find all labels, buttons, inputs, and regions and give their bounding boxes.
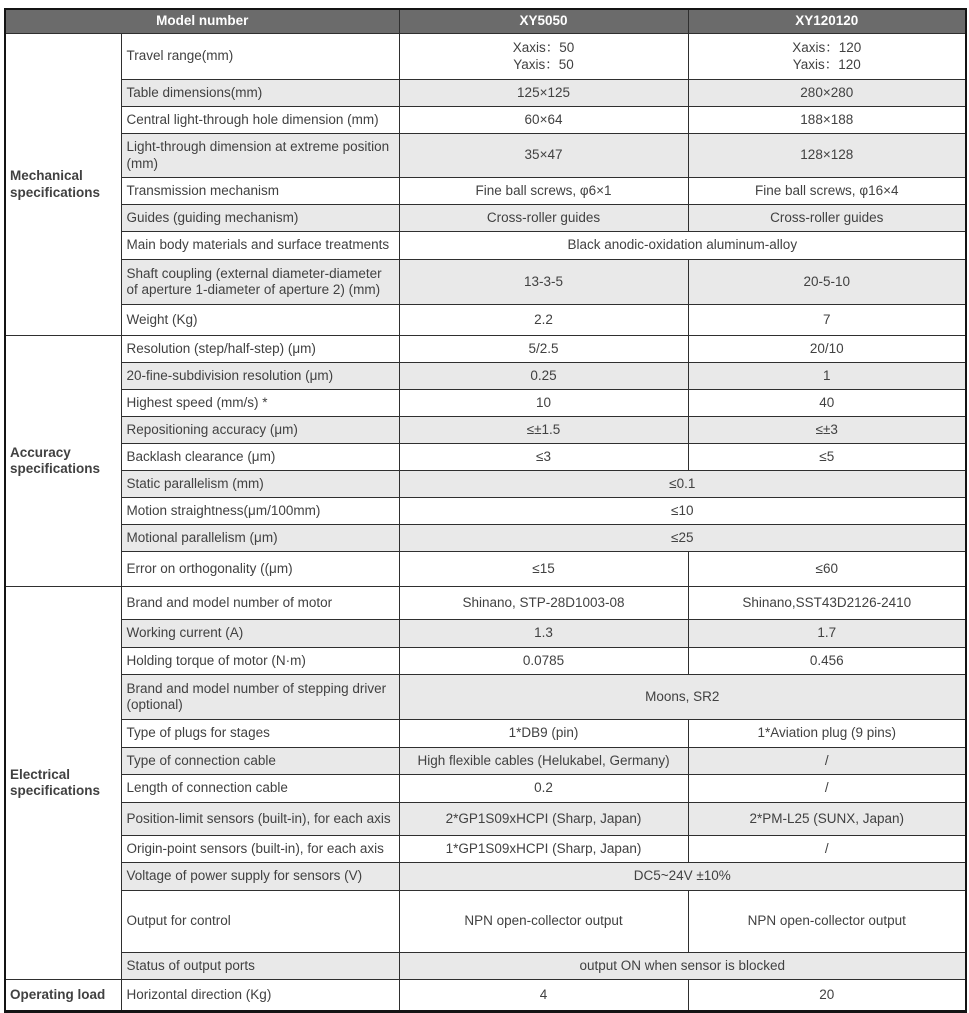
spec-row bbox=[5, 34, 966, 80]
spec-value: 20-5-10 bbox=[688, 260, 966, 305]
spec-row bbox=[5, 720, 966, 748]
section-label: Accuracy specifications bbox=[5, 336, 121, 587]
spec-row bbox=[5, 444, 966, 471]
spec-value: 0.2 bbox=[399, 775, 688, 803]
spec-row bbox=[5, 980, 966, 1012]
spec-value: 1*Aviation plug (9 pins) bbox=[688, 720, 966, 748]
spec-row bbox=[5, 587, 966, 620]
spec-label: Motional parallelism (μm) bbox=[121, 525, 399, 552]
spec-value: 20/10 bbox=[688, 336, 966, 363]
spec-label: Transmission mechanism bbox=[121, 178, 399, 205]
spec-label: Length of connection cable bbox=[121, 775, 399, 803]
spec-row bbox=[5, 803, 966, 836]
section-label: Electrical specifications bbox=[5, 587, 121, 980]
section-label: Mechanical specifications bbox=[5, 34, 121, 336]
spec-label: 20-fine-subdivision resolution (μm) bbox=[121, 363, 399, 390]
spec-value-merged: ≤0.1 bbox=[399, 471, 966, 498]
spec-row bbox=[5, 498, 966, 525]
spec-label: Voltage of power supply for sensors (V) bbox=[121, 863, 399, 891]
spec-value: 280×280 bbox=[688, 80, 966, 107]
spec-value: 5/2.5 bbox=[399, 336, 688, 363]
spec-row bbox=[5, 953, 966, 980]
spec-value: 2.2 bbox=[399, 305, 688, 336]
spec-value: NPN open-collector output bbox=[688, 891, 966, 953]
spec-label: Main body materials and surface treatments bbox=[121, 232, 399, 260]
header-model-number: Model number bbox=[5, 9, 399, 34]
spec-label: Origin-point sensors (built-in), for each axis bbox=[121, 836, 399, 863]
spec-label: Status of output ports bbox=[121, 953, 399, 980]
spec-label: Working current (A) bbox=[121, 620, 399, 648]
spec-label: Light-through dimension at extreme position (mm) bbox=[121, 134, 399, 178]
spec-value: 20 bbox=[688, 980, 966, 1012]
spec-row bbox=[5, 232, 966, 260]
spec-row bbox=[5, 305, 966, 336]
spec-label: Holding torque of motor (N·m) bbox=[121, 648, 399, 675]
spec-value-merged: Black anodic-oxidation aluminum-alloy bbox=[399, 232, 966, 260]
spec-value: Shinano,SST43D2126-2410 bbox=[688, 587, 966, 620]
spec-label: Shaft coupling (external diameter-diameter of aperture 1-diameter of aperture 2) (mm) bbox=[121, 260, 399, 305]
spec-label: Weight (Kg) bbox=[121, 305, 399, 336]
spec-value: Xaxis：50 Yaxis：50 bbox=[399, 34, 688, 80]
spec-label: Guides (guiding mechanism) bbox=[121, 205, 399, 232]
spec-value: / bbox=[688, 775, 966, 803]
spec-value: 1.7 bbox=[688, 620, 966, 648]
spec-row bbox=[5, 471, 966, 498]
spec-value-merged: ≤10 bbox=[399, 498, 966, 525]
spec-label: Type of plugs for stages bbox=[121, 720, 399, 748]
spec-label: Brand and model number of motor bbox=[121, 587, 399, 620]
spec-value: 0.456 bbox=[688, 648, 966, 675]
spec-value: Shinano, STP-28D1003-08 bbox=[399, 587, 688, 620]
spec-row bbox=[5, 260, 966, 305]
spec-row bbox=[5, 80, 966, 107]
spec-value: 4 bbox=[399, 980, 688, 1012]
spec-row bbox=[5, 525, 966, 552]
spec-label: Highest speed (mm/s) * bbox=[121, 390, 399, 417]
spec-value-merged: Moons, SR2 bbox=[399, 675, 966, 720]
spec-label: Backlash clearance (μm) bbox=[121, 444, 399, 471]
spec-label: Motion straightness(μm/100mm) bbox=[121, 498, 399, 525]
spec-row bbox=[5, 891, 966, 953]
spec-value: / bbox=[688, 748, 966, 775]
spec-value: ≤60 bbox=[688, 552, 966, 587]
spec-value-merged: ≤25 bbox=[399, 525, 966, 552]
spec-label: Static parallelism (mm) bbox=[121, 471, 399, 498]
spec-row bbox=[5, 648, 966, 675]
spec-value: 1.3 bbox=[399, 620, 688, 648]
spec-value: ≤5 bbox=[688, 444, 966, 471]
spec-value: NPN open-collector output bbox=[399, 891, 688, 953]
spec-row bbox=[5, 178, 966, 205]
spec-value: High flexible cables (Helukabel, Germany) bbox=[399, 748, 688, 775]
spec-row bbox=[5, 205, 966, 232]
spec-value: 188×188 bbox=[688, 107, 966, 134]
spec-value-merged: output ON when sensor is blocked bbox=[399, 953, 966, 980]
spec-row bbox=[5, 748, 966, 775]
spec-value: ≤±3 bbox=[688, 417, 966, 444]
header-col-xy5050: XY5050 bbox=[399, 9, 688, 34]
spec-value: 0.0785 bbox=[399, 648, 688, 675]
spec-value: 13-3-5 bbox=[399, 260, 688, 305]
spec-value: 2*PM-L25 (SUNX, Japan) bbox=[688, 803, 966, 836]
spec-row bbox=[5, 836, 966, 863]
spec-table-body bbox=[5, 34, 966, 1012]
spec-value: Fine ball screws, φ16×4 bbox=[688, 178, 966, 205]
header-col-xy120120: XY120120 bbox=[688, 9, 966, 34]
header-row bbox=[5, 9, 966, 34]
spec-row bbox=[5, 675, 966, 720]
spec-row bbox=[5, 390, 966, 417]
spec-row bbox=[5, 363, 966, 390]
spec-label: Output for control bbox=[121, 891, 399, 953]
section-label: Operating load bbox=[5, 980, 121, 1012]
spec-label: Travel range(mm) bbox=[121, 34, 399, 80]
spec-row bbox=[5, 863, 966, 891]
spec-value: Cross-roller guides bbox=[688, 205, 966, 232]
spec-value: 0.25 bbox=[399, 363, 688, 390]
spec-value-merged: DC5~24V ±10% bbox=[399, 863, 966, 891]
spec-row bbox=[5, 775, 966, 803]
spec-label: Type of connection cable bbox=[121, 748, 399, 775]
spec-value: Xaxis：120 Yaxis：120 bbox=[688, 34, 966, 80]
spec-row bbox=[5, 134, 966, 178]
spec-value: 125×125 bbox=[399, 80, 688, 107]
spec-value: ≤15 bbox=[399, 552, 688, 587]
spec-value: 40 bbox=[688, 390, 966, 417]
spec-value: / bbox=[688, 836, 966, 863]
spec-value: 1*DB9 (pin) bbox=[399, 720, 688, 748]
spec-value: Fine ball screws, φ6×1 bbox=[399, 178, 688, 205]
spec-value: 2*GP1S09xHCPI (Sharp, Japan) bbox=[399, 803, 688, 836]
spec-label: Brand and model number of stepping driver (optional) bbox=[121, 675, 399, 720]
spec-label: Resolution (step/half-step) (μm) bbox=[121, 336, 399, 363]
spec-value: ≤±1.5 bbox=[399, 417, 688, 444]
spec-label: Horizontal direction (Kg) bbox=[121, 980, 399, 1012]
spec-row bbox=[5, 620, 966, 648]
spec-row bbox=[5, 336, 966, 363]
spec-value: 1 bbox=[688, 363, 966, 390]
spec-label: Central light-through hole dimension (mm) bbox=[121, 107, 399, 134]
spec-value: 128×128 bbox=[688, 134, 966, 178]
spec-label: Error on orthogonality ((μm) bbox=[121, 552, 399, 587]
spec-label: Table dimensions(mm) bbox=[121, 80, 399, 107]
spec-row bbox=[5, 417, 966, 444]
spec-table bbox=[4, 8, 967, 1013]
spec-value: 60×64 bbox=[399, 107, 688, 134]
spec-value: 7 bbox=[688, 305, 966, 336]
spec-value: 10 bbox=[399, 390, 688, 417]
spec-value: 1*GP1S09xHCPI (Sharp, Japan) bbox=[399, 836, 688, 863]
spec-value: 35×47 bbox=[399, 134, 688, 178]
spec-label: Position-limit sensors (built-in), for each axis bbox=[121, 803, 399, 836]
spec-row bbox=[5, 107, 966, 134]
spec-value: Cross-roller guides bbox=[399, 205, 688, 232]
spec-row bbox=[5, 552, 966, 587]
spec-label: Repositioning accuracy (μm) bbox=[121, 417, 399, 444]
spec-value: ≤3 bbox=[399, 444, 688, 471]
